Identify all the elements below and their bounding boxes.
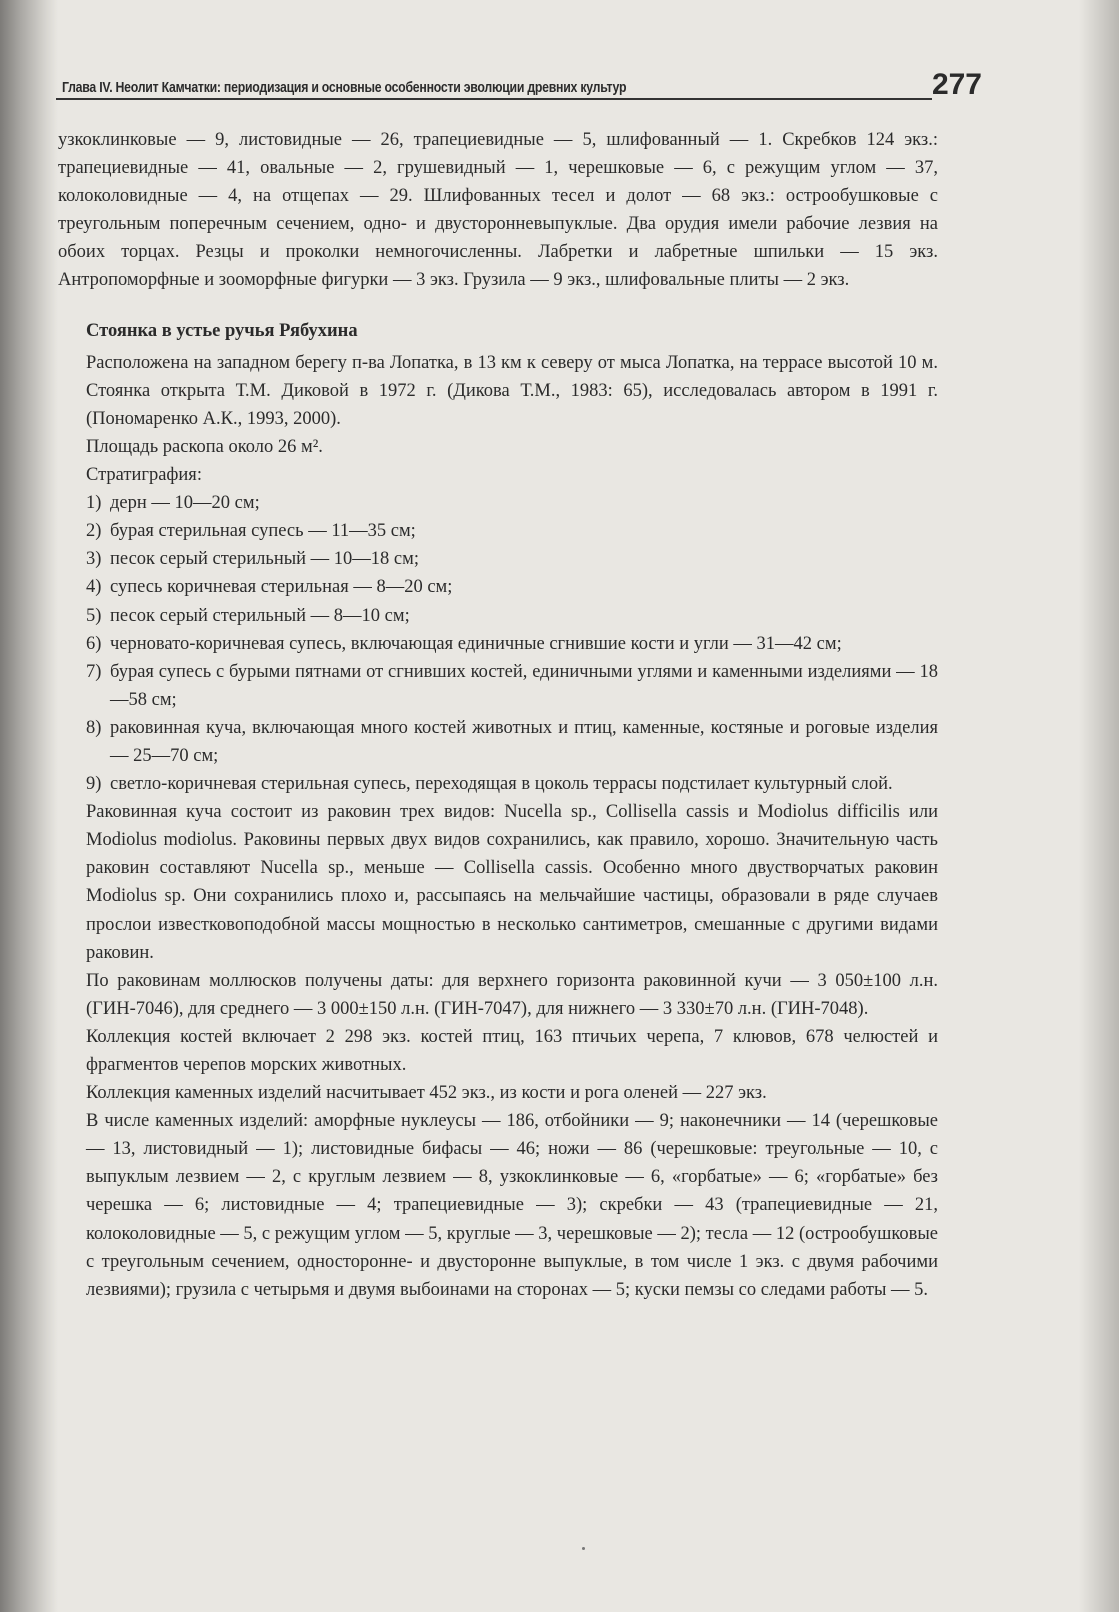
location-paragraph: Расположена на западном берегу п-ва Лопатка, в 13 км к северу от мыса Лопатка, на террасе высотой 10 м. Стоянка открыта Т.М. Диковой в 1972 г. (Дикова Т.М., 1983: 65), исследовалась автором в 1991 г. (Пономаренко А.К., 1993, 2000). [86,352,938,429]
stratigraphy-label: Стратиграфия: [86,465,202,486]
stratigraphy-number: 3) [86,549,102,570]
intro-paragraph: узкоклинковые — 9, листовидные — 26, трапециевидные — 5, шлифованный — 1. Скребков 124 экз.: трапециевидные — 41, овальные — 2, грушевидный — 1, черешковые — 6, с режущим углом — 37, колоколовидные — 4, на отщепах — 29. Шлифованных тесел и долот — 68 экз.: острообушковые с треугольным поперечным сечением, одно- и двусторонневыпуклые. Два орудия имели рабочие лезвия на обоих торцах. Резцы и проколки немногочисленны. Лабретки и лабретные шпильки — 15 экз. Антропоморфные и зооморфные фигурки — 3 экз. Грузила — 9 экз., шлифовальные плиты — 2 экз. [58,130,938,291]
stratigraphy-item [86,630,938,658]
page-edge-shadow [1079,0,1119,1612]
stratigraphy-number: 4) [86,577,102,598]
header-rule [56,98,932,100]
excavation-area: Площадь раскопа около 26 м². [86,436,323,457]
stratigraphy-item [86,770,938,798]
stratigraphy-text: супесь коричневая стерильная — 8—20 см; [110,577,453,598]
stratigraphy-text: черновато-коричневая супесь, включающая единичные сгнившие кости и угли — 31—42 см; [110,633,842,654]
spine-shadow [0,0,58,1612]
shell-paragraph: Раковинная куча состоит из раковин трех видов: Nucella sp., Collisella cassis и Modiolus difficilis или Modiolus modiolus. Раковины первых двух видов сохранились, как правило, хорошо. Значительную часть раковин составляют Nucella sp., меньше — Collisella cassis. Особенно много двустворчатых раковин Modiolus sp. Они сохранились плохо и, рассыпаясь на мельчайшие частицы, образовали в ряде случаев прослои известковоподобной массы мощностью в несколько сантиметров, смешанные с другими видами раковин. [86,802,938,963]
stratigraphy-text: бурая супесь с бурыми пятнами от сгнивших костей, единичными углями и каменными изделиями — 18—58 см; [110,661,938,710]
stratigraphy-item [86,573,938,601]
section-heading: Стоянка в устье ручья Рябухина [86,320,358,341]
stratigraphy-list [86,489,938,798]
stratigraphy-number: 5) [86,605,102,626]
stratigraphy-item [86,658,938,714]
stratigraphy-text: песок серый стерильный — 10—18 см; [110,549,419,570]
stratigraphy-number: 2) [86,521,102,542]
stratigraphy-item [86,714,938,770]
running-header-title: Глава IV. Неолит Камчатки: периодизация и основные особенности эволюции древних культур [62,79,627,96]
stratigraphy-text: светло-коричневая стерильная супесь, переходящая в цоколь террасы подстилает культурный слой. [110,774,893,795]
stratigraphy-number: 9) [86,774,102,795]
stone-count-paragraph: Коллекция каменных изделий насчитывает 452 экз., из кости и рога оленей — 227 экз. [86,1083,767,1104]
stratigraphy-text: дерн — 10—20 см; [110,493,260,514]
stratigraphy-item [86,602,938,630]
page-number: 277 [931,68,982,101]
stratigraphy-item [86,545,938,573]
stratigraphy-text: бурая стерильная супесь — 11—35 см; [110,521,416,542]
stone-list-paragraph: В числе каменных изделий: аморфные нуклеусы — 186, отбойники — 9; наконечники — 14 (черешковые — 13, листовидный — 1); листовидные бифасы — 46; ножи — 86 (черешковые: треугольные — 10, с выпуклым лезвием — 2, с круглым лезвием — 8, узкоклинковые — 6, «горбатые» — 6; «горбатые» без черешка — 6; листовидные — 4; трапециевидные — 3); скребки — 43 (трапециевидные — 21, колоколовидные — 5, с режущим углом — 5, круглые — 3, черешковые — 2); тесла — 12 (острообушковые с треугольным сечением, односторонне- и двусторонне выпуклые, в том числе 1 экз. с двумя рабочими лезвиями); грузила с четырьмя и двумя выбоинами на сторонах — 5; куски пемзы со следами работы — 5. [86,1111,938,1300]
running-header [56,68,990,104]
stratigraphy-number: 1) [86,493,102,514]
stratigraphy-text: песок серый стерильный — 8—10 см; [110,605,410,626]
stratigraphy-number: 6) [86,633,102,654]
dates-paragraph: По раковинам моллюсков получены даты: для верхнего горизонта раковинной кучи — 3 050±100 л.н. (ГИН-7046), для среднего — 3 000±150 л.н. (ГИН-7047), для нижнего — 3 330±70 л.н. (ГИН-7048). [86,970,938,1019]
stratigraphy-item [86,489,938,517]
stratigraphy-item [86,517,938,545]
stratigraphy-number: 8) [86,717,102,738]
body-text [58,126,938,1304]
bones-paragraph: Коллекция костей включает 2 298 экз. костей птиц, 163 птичьих черепа, 7 клювов, 678 челюстей и фрагментов черепов морских животных. [86,1026,938,1075]
page-speck [582,1547,585,1550]
stratigraphy-text: раковинная куча, включающая много костей животных и птиц, каменные, костяные и роговые изделия — 25—70 см; [110,717,938,766]
stratigraphy-number: 7) [86,661,102,682]
